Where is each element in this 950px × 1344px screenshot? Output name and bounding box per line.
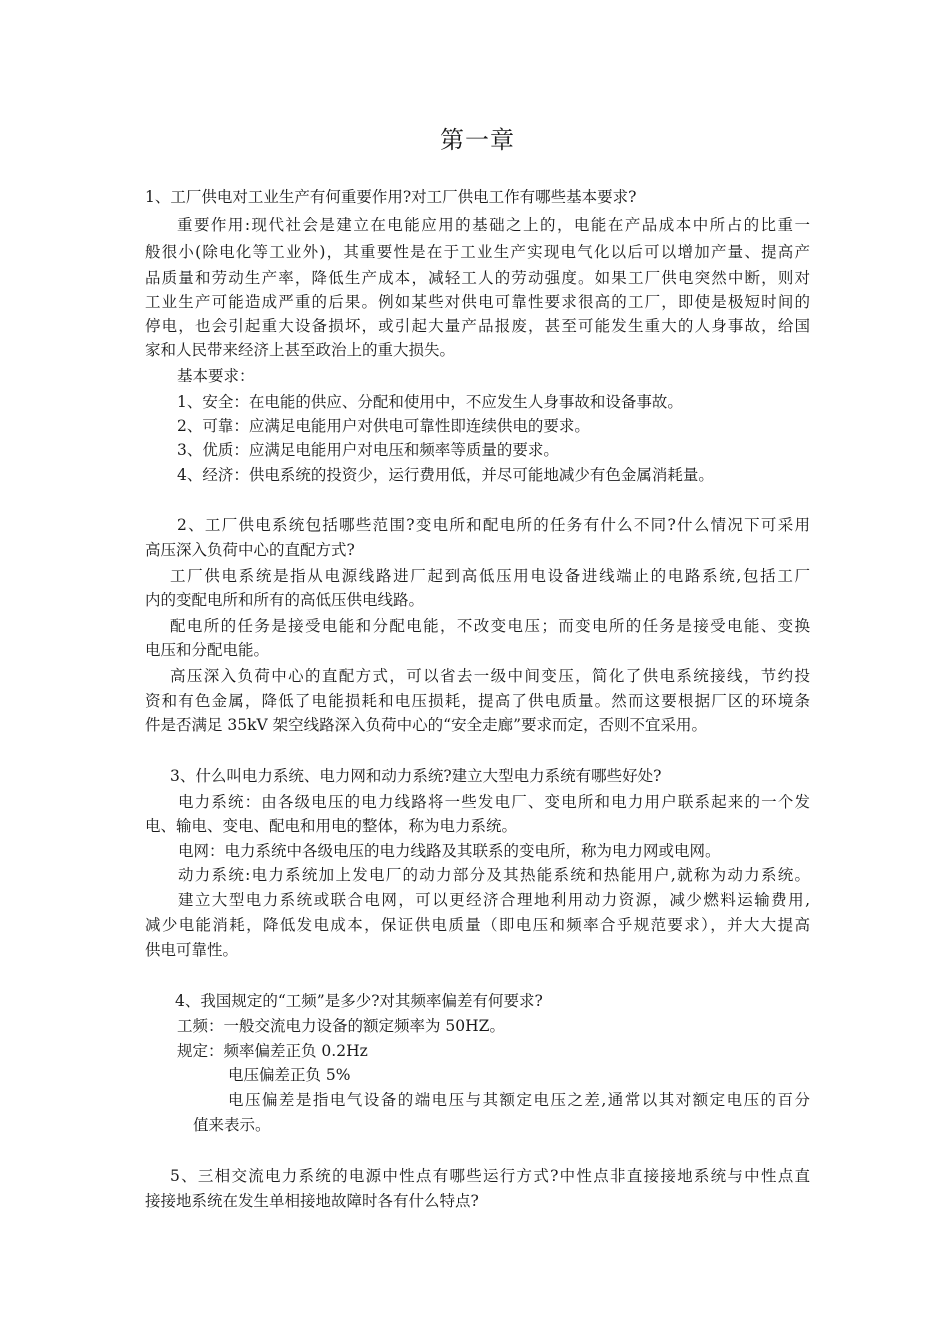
answer-text: 电力系统：由各级电压的电力线路将一些发电厂、变电所和电力用户联系起来的一个发 (178, 793, 810, 811)
answer-text: 规定：频率偏差正负 0.2Hz (177, 1042, 368, 1060)
question-5: 5、三相交流电力系统的电源中性点有哪些运行方式?中性点非直接接地系统与中性点直 (170, 1167, 810, 1185)
answer-text: 品质量和劳动生产率，降低生产成本，减轻工人的劳动强度。如果工厂供电突然中断，则对 (145, 269, 810, 287)
answer-text: 件是否满足 35kV 架空线路深入负荷中心的“安全走廊”要求而定，否则不宜采用。 (145, 716, 708, 734)
answer-text: 停电，也会引起重大设备损坏，或引起大量产品报废，甚至可能发生重大的人身事故，给国 (145, 317, 810, 335)
question-4: 4、我国规定的“工频”是多少?对其频率偏差有何要求? (175, 992, 543, 1010)
answer-text: 供电可靠性。 (145, 941, 239, 959)
answer-text: 电压和分配电能。 (145, 641, 270, 659)
answer-text: 工厂供电系统是指从电源线路进厂起到高低压用电设备进线端止的电路系统,包括工厂 (170, 567, 810, 585)
question-1: 1、工厂供电对工业生产有何重要作用?对工厂供电工作有哪些基本要求? (145, 188, 637, 206)
answer-text: 般很小(除电化等工业外)，其重要性是在于工业生产实现电气化以后可以增加产量、提高产 (145, 243, 810, 261)
list-item: 3、优质：应满足电能用户对电压和频率等质量的要求。 (177, 441, 559, 459)
page-title: 第一章 (440, 126, 515, 154)
answer-text: 工频：一般交流电力设备的额定频率为 50HZ。 (177, 1017, 505, 1035)
answer-text: 减少电能消耗，降低发电成本，保证供电质量（即电压和频率合乎规范要求），并大大提高 (145, 916, 810, 934)
question-2: 2、工厂供电系统包括哪些范围?变电所和配电所的任务有什么不同?什么情况下可采用 (177, 516, 810, 534)
answer-text: 内的变配电所和所有的高低压供电线路。 (145, 591, 425, 609)
question-3: 3、什么叫电力系统、电力网和动力系统?建立大型电力系统有哪些好处? (170, 767, 662, 785)
answer-text: 资和有色金属，降低了电能损耗和电压损耗，提高了供电质量。然而这要根据厂区的环境条 (145, 692, 810, 710)
answer-text: 工业生产可能造成严重的后果。例如某些对供电可靠性要求很高的工厂，即使是极短时间的 (145, 293, 810, 311)
answer-text: 电压偏差是指电气设备的端电压与其额定电压之差,通常以其对额定电压的百分 (228, 1091, 810, 1109)
answer-text: 配电所的任务是接受电能和分配电能，不改变电压；而变电所的任务是接受电能、变换 (170, 617, 810, 635)
list-item: 1、安全：在电能的供应、分配和使用中，不应发生人身事故和设备事故。 (177, 393, 683, 411)
answer-text: 电网：电力系统中各级电压的电力线路及其联系的变电所，称为电力网或电网。 (178, 842, 721, 860)
answer-text: 动力系统:电力系统加上发电厂的动力部分及其热能系统和热能用户,就称为动力系统。 (178, 866, 810, 884)
question-5-cont: 接接地系统在发生单相接地故障时各有什么特点? (145, 1192, 479, 1210)
answer-text: 高压深入负荷中心的直配方式，可以省去一级中间变压，简化了供电系统接线，节约投 (170, 667, 810, 685)
list-item: 2、可靠：应满足电能用户对供电可靠性即连续供电的要求。 (177, 417, 590, 435)
answer-text: 电压偏差正负 5% (228, 1066, 351, 1084)
list-item: 4、经济：供电系统的投资少，运行费用低，并尽可能地减少有色金属消耗量。 (177, 466, 714, 484)
answer-text: 重要作用:现代社会是建立在电能应用的基础之上的，电能在产品成本中所占的比重一 (177, 216, 810, 234)
answer-text: 值来表示。 (193, 1116, 271, 1134)
answer-text: 基本要求： (177, 367, 255, 385)
question-2-cont: 高压深入负荷中心的直配方式? (145, 541, 355, 559)
answer-text: 建立大型电力系统或联合电网，可以更经济合理地利用动力资源，减少燃料运输费用, (178, 891, 810, 909)
answer-text: 电、输电、变电、配电和用电的整体，称为电力系统。 (145, 817, 518, 835)
answer-text: 家和人民带来经济上甚至政治上的重大损失。 (145, 341, 456, 359)
